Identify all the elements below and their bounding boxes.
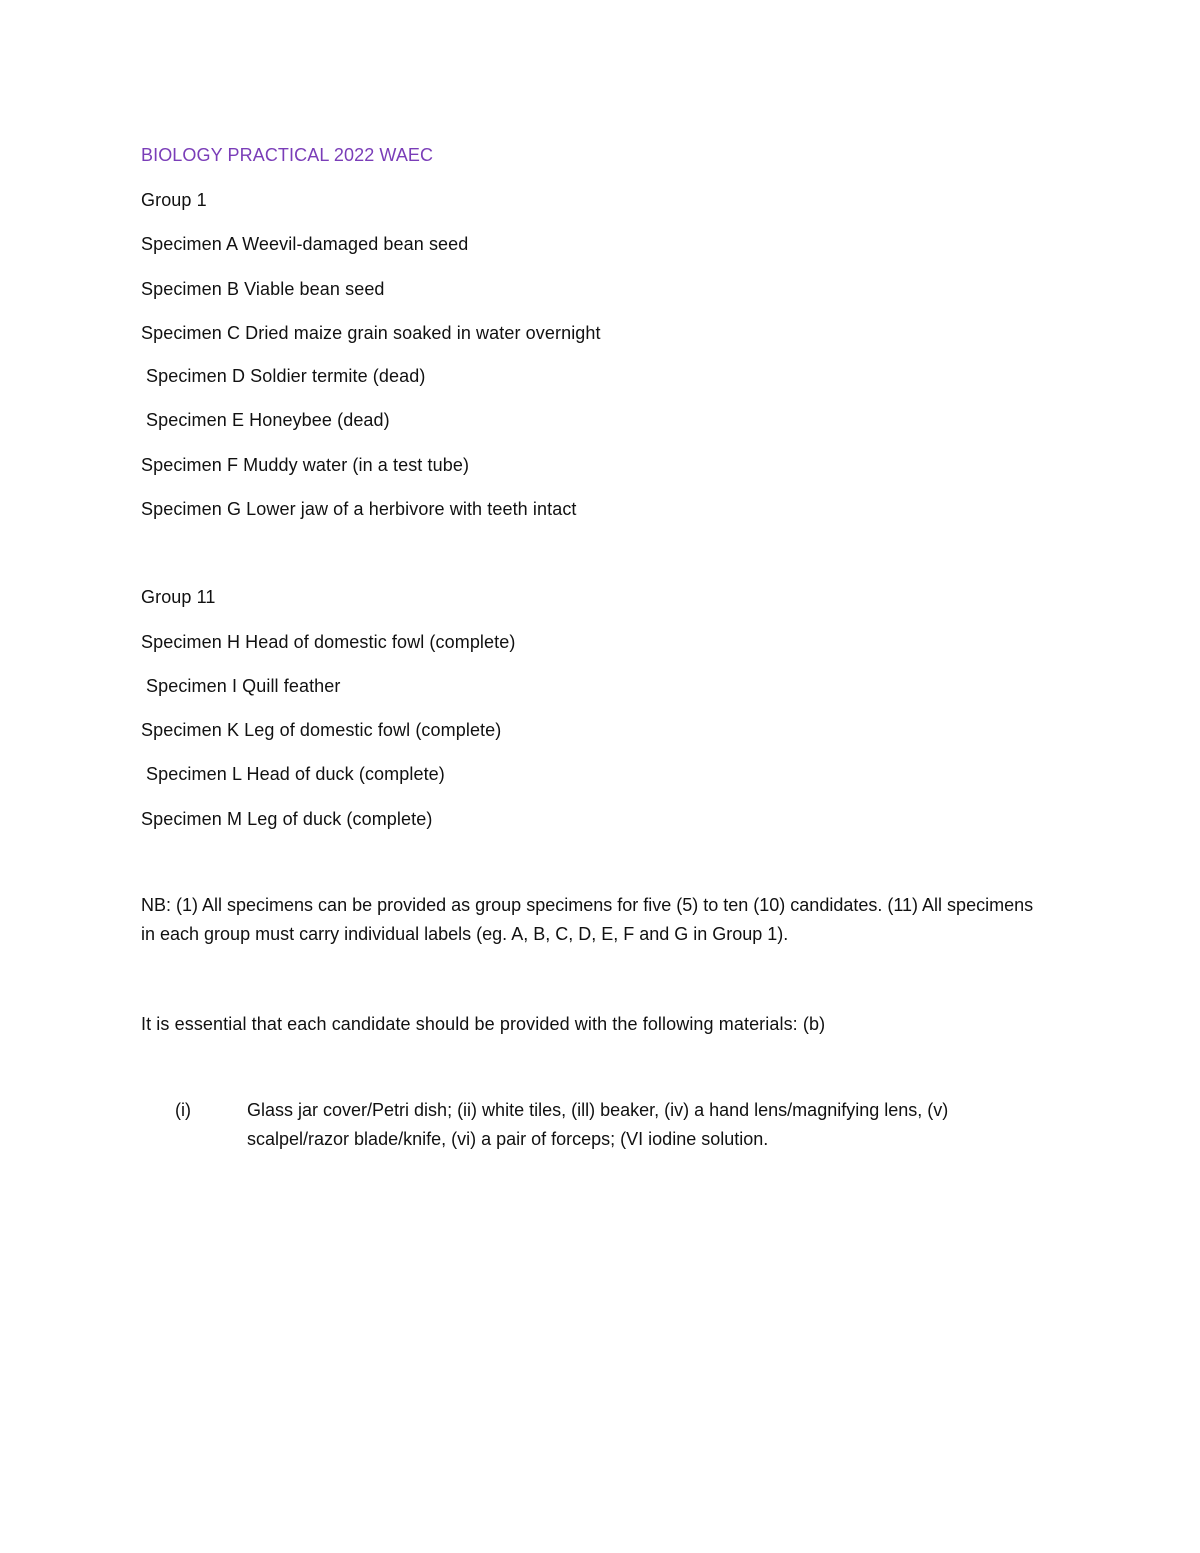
- group1-item-f: Specimen F Muddy water (in a test tube): [141, 455, 470, 475]
- group1-item-c: Specimen C Dried maize grain soaked in water overnight: [141, 323, 601, 343]
- group1-item-a: Specimen A Weevil-damaged bean seed: [141, 234, 469, 254]
- materials-intro: It is essential that each candidate should be provided with the following materials: (b): [141, 1014, 826, 1034]
- group2-item-l: Specimen L Head of duck (complete): [146, 764, 445, 784]
- group1-item-e: Specimen E Honeybee (dead): [146, 410, 390, 430]
- materials-list-number: (i): [175, 1100, 191, 1120]
- group2-heading: Group 11: [141, 587, 216, 607]
- document-title: BIOLOGY PRACTICAL 2022 WAEC: [141, 145, 434, 165]
- group2-item-h: Specimen H Head of domestic fowl (complete): [141, 632, 516, 652]
- group1-item-b: Specimen B Viable bean seed: [141, 279, 385, 299]
- group1-heading: Group 1: [141, 190, 207, 210]
- group1-item-d: Specimen D Soldier termite (dead): [146, 366, 426, 386]
- group2-item-m: Specimen M Leg of duck (complete): [141, 809, 433, 829]
- note-paragraph: NB: (1) All specimens can be provided as group specimens for five (5) to ten (10) candidates. (11) All specimens in each group must carry individual labels (eg. A, B, C, D, E, F and G in Group 1).: [141, 895, 1034, 944]
- group1-item-g: Specimen G Lower jaw of a herbivore with teeth intact: [141, 499, 577, 519]
- materials-list-text: Glass jar cover/Petri dish; (ii) white tiles, (ill) beaker, (iv) a hand lens/magnifying lens, (v) scalpel/razor blade/knife, (vi) a pair of forceps; (VI iodine solution.: [247, 1100, 949, 1149]
- group2-item-k: Specimen K Leg of domestic fowl (complete): [141, 720, 502, 740]
- group2-item-i: Specimen I Quill feather: [146, 676, 341, 696]
